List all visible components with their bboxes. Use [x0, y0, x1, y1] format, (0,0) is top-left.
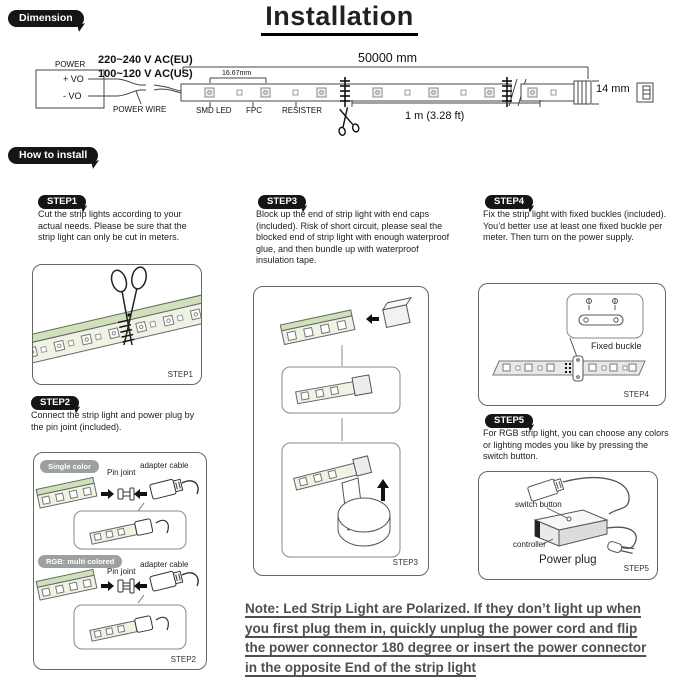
step3-figure [253, 286, 429, 576]
step1-text: Cut the strip lights according to your actual needs. Please be sure that the strip light can only be cut in meters. [38, 209, 187, 242]
capped-strip [295, 375, 372, 406]
rgb-pill: RGB: multi colored [38, 555, 122, 568]
step1-figure-tag: STEP1 [167, 370, 193, 379]
scissors-icon [334, 106, 360, 136]
note-line: Note: Led Strip Light are Polarized. If they don’t light up when [245, 601, 642, 616]
dimension-badge: Dimension [8, 10, 84, 27]
arrow-right-icon [101, 581, 114, 591]
power-plug-label: Power plug [539, 554, 597, 566]
resister-label: RESISTER [282, 106, 323, 115]
step5-figure-tag: STEP5 [623, 564, 649, 573]
pin-joint-rgb-icon [118, 579, 134, 593]
adapter-cable-icon [150, 569, 184, 591]
cut-length-label: 1 m (3.28 ft) [405, 110, 465, 122]
strip-graphic [36, 569, 97, 600]
adapter-cable-label: adapter cable [140, 560, 189, 569]
note-line: you first plug them in, quickly unplug the power cord and flip [245, 620, 638, 636]
step1-figure [32, 264, 202, 385]
note-line: in the opposite End of the strip light [245, 659, 476, 675]
pin-joint-label: Pin joint [107, 567, 136, 576]
step5-text: For RGB strip light, you can choose any colors or lighting modes you like by pressing the switch button. [483, 428, 669, 461]
strip-height-label: 14 mm [596, 83, 630, 95]
step2-figure [33, 452, 207, 670]
step3-figure-tag: STEP3 [392, 558, 418, 567]
step4-figure-tag: STEP4 [623, 390, 649, 399]
connected-strip [89, 616, 153, 643]
note-line: the power connector 180 degree or insert the power connector [245, 640, 647, 655]
voltage-eu-label: 220~240 V AC(EU) [98, 54, 193, 66]
arrow-left-icon [366, 314, 379, 324]
step3-text: Block up the end of strip light with end caps (included). Risk of short circuit, please seal the blocked end of strip light with enough waterproof glue, and then bundle up with waterproof insulation tape. [256, 209, 450, 265]
arrow-left-icon [134, 489, 147, 499]
step1-badge: STEP1 [38, 195, 86, 209]
adapter-cable-label: adapter cable [140, 461, 189, 470]
switch-button-icon [567, 517, 571, 521]
pitch-label: 16.67mm [222, 70, 252, 77]
step5-figure [478, 471, 658, 580]
controller-label: controller [513, 540, 546, 549]
connected-strip [89, 519, 153, 546]
strip-graphic [36, 477, 97, 508]
power-label: POWER [55, 60, 86, 69]
step4-text: Fix the strip light with fixed buckles (included). You’d better use at least one fixed buckle per meter. Then turn on the power supply. [483, 209, 667, 242]
taped-strip [293, 456, 372, 491]
step2-badge: STEP2 [31, 396, 79, 410]
plus-vo-label: + VO [63, 74, 84, 84]
arrow-right-icon [101, 489, 114, 499]
strip-graphic [33, 293, 201, 365]
switch-button-label: switch button [515, 500, 562, 509]
step4-badge: STEP4 [485, 195, 533, 209]
smd-led-label: SMD LED [196, 106, 232, 115]
dimension-pitch [210, 78, 266, 83]
pin-joint-icon [118, 488, 134, 500]
voltage-us-label: 100~120 V AC(US) [98, 68, 193, 80]
polarity-note [245, 599, 679, 677]
step2-text: Connect the strip light and power plug by the pin joint (included). [31, 410, 195, 432]
step2-figure-tag: STEP2 [170, 655, 196, 664]
step3-badge: STEP3 [258, 195, 306, 209]
fpc-label: FPC [246, 106, 262, 115]
pin-joint-label: Pin joint [107, 468, 136, 477]
adapter-cable-icon [150, 477, 184, 499]
end-cap-icon [382, 298, 416, 328]
strip-graphic [280, 310, 355, 345]
single-color-pill: Single color [40, 460, 99, 473]
step1-illustration [33, 265, 201, 384]
power-wire-label: POWER WIRE [113, 105, 167, 114]
power-plug-icon [607, 541, 635, 558]
minus-vo-label: - VO [63, 91, 82, 101]
buckle-detail [579, 299, 623, 326]
page-title: Installation [0, 1, 679, 36]
fixed-buckle-label: Fixed buckle [591, 341, 642, 351]
arrow-up-icon [377, 479, 389, 501]
adapter-cable-icon [527, 477, 564, 502]
step3-illustration [254, 287, 428, 575]
arrow-left-icon [134, 581, 147, 591]
tape-roll-icon [338, 498, 390, 546]
step5-badge: STEP5 [485, 414, 533, 428]
how-to-install-badge: How to install [8, 147, 98, 164]
total-length-label: 50000 mm [358, 51, 418, 65]
step4-figure [478, 283, 666, 406]
